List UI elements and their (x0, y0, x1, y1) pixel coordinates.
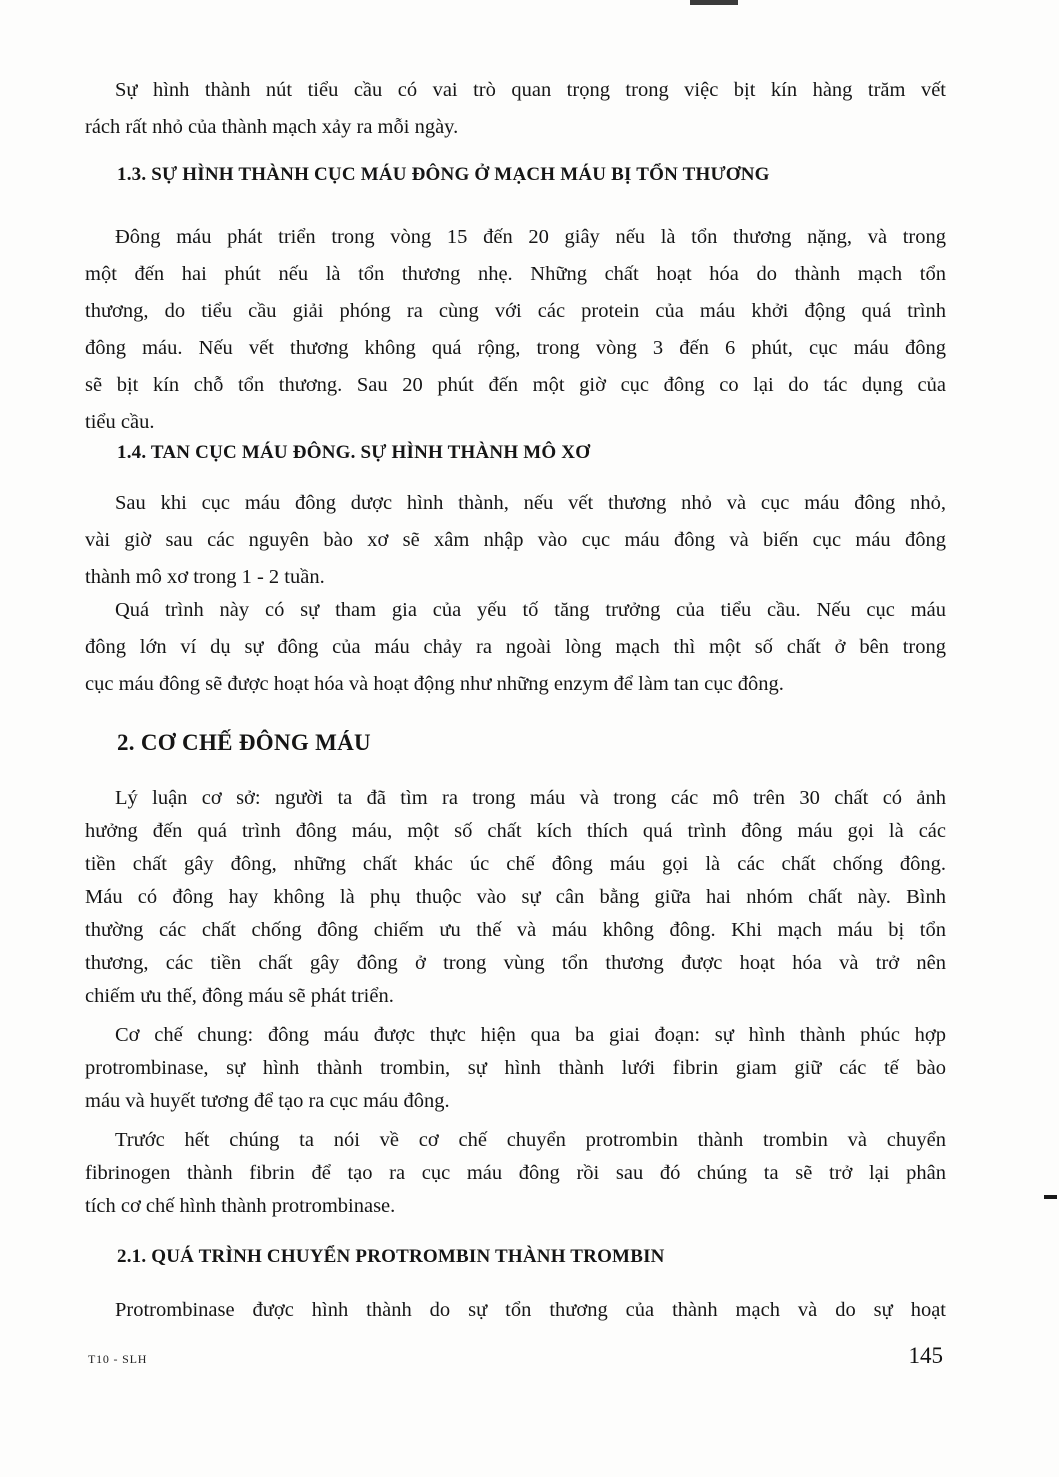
paragraph-prothrombin-intro (85, 1124, 946, 1223)
text-line: Đông máu phát triển trong vòng 15 đến 20 giây nếu là tổn thương nặng, và trong (115, 226, 946, 248)
text-line: đông máu. Nếu vết thương không quá rộng, trong vòng 3 đến 6 phút, cục máu đông (85, 337, 946, 359)
text-line: tiểu cầu. (85, 411, 155, 433)
paragraph-clot-lysis-2 (85, 592, 946, 703)
footer-signature: T10 - SLH (88, 1352, 148, 1366)
text-line: máu và huyết tương để tạo ra cục máu đông. (85, 1090, 450, 1112)
text-line: rách rất nhỏ của thành mạch xảy ra mỗi ngày. (85, 116, 459, 138)
text-line: Cơ chế chung: đông máu được thực hiện qua ba giai đoạn: sự hình thành phúc hợp (115, 1024, 946, 1046)
text-line: Sự hình thành nút tiểu cầu có vai trò quan trọng trong việc bịt kín hàng trăm vết (115, 79, 946, 101)
text-line: chiếm ưu thế, đông máu sẽ phát triển. (85, 985, 394, 1007)
paragraph-coagulation-theory (85, 782, 946, 1013)
text-line: Sau khi cục máu đông dược hình thành, nếu vết thương nhỏ và cục máu đông nhỏ, (115, 492, 946, 514)
text-line: tiền chất gây đông, những chất khác úc chế đông máu gọi là các chất chống đông. (85, 853, 946, 875)
scan-smudge-top (690, 0, 738, 5)
paragraph-general-mechanism (85, 1019, 946, 1118)
heading-2-1: 2.1. QUÁ TRÌNH CHUYỂN PROTROMBIN THÀNH TROMBIN (117, 1246, 665, 1267)
paragraph-clot-formation (85, 219, 946, 441)
heading-1-4: 1.4. TAN CỤC MÁU ĐÔNG. SỰ HÌNH THÀNH MÔ XƠ (117, 442, 591, 463)
text-line: Protrombinase được hình thành do sự tổn thương của thành mạch và do sự hoạt (115, 1299, 946, 1321)
text-line: đông lớn ví dụ sự đông của máu chảy ra ngoài lòng mạch thì một số chất ở bên trong (85, 636, 946, 658)
paragraph-protrombinase (85, 1294, 946, 1327)
text-line: thương, do tiểu cầu giải phóng ra cùng với các protein của máu khởi động quá trình (85, 300, 946, 322)
text-line: protrombinase, sự hình thành trombin, sự hình thành lưới fibrin giam giữ các tế bào (85, 1057, 946, 1079)
text-line: cục máu đông sẽ được hoạt hóa và hoạt động như những enzym để làm tan cục đông. (85, 673, 784, 695)
heading-1-3: 1.3. SỰ HÌNH THÀNH CỤC MÁU ĐÔNG Ở MẠCH MÁU BỊ TỔN THƯƠNG (117, 164, 770, 185)
paragraph-platelet-plug (85, 72, 946, 146)
text-line: sẽ bịt kín chỗ tổn thương. Sau 20 phút đến một giờ cục đông co lại do tác dụng của (85, 374, 946, 396)
scan-mark-right-edge (1044, 1195, 1057, 1199)
text-line: tích cơ chế hình thành protrombinase. (85, 1195, 396, 1217)
text-line: fibrinogen thành fibrin để tạo ra cục máu đông rồi sau đó chúng ta sẽ trở lại phân (85, 1162, 946, 1184)
text-line: hưởng đến quá trình đông máu, một số chất kích thích quá trình đông máu gọi là các (85, 820, 946, 842)
page-number: 145 (908, 1343, 943, 1368)
text-line: Quá trình này có sự tham gia của yếu tố tăng trưởng của tiểu cầu. Nếu cục máu (115, 599, 946, 621)
text-line: Lý luận cơ sở: người ta đã tìm ra trong máu và trong các mô trên 30 chất có ảnh (115, 787, 946, 809)
heading-2: 2. CƠ CHẾ ĐÔNG MÁU (117, 730, 371, 755)
text-line: thành mô xơ trong 1 - 2 tuần. (85, 566, 325, 588)
text-line: Máu có đông hay không là phụ thuộc vào sự cân bằng giữa hai nhóm chất này. Bình (85, 886, 946, 908)
text-line: thương, các tiền chất gây đông ở trong vùng tổn thương được hoạt hóa và trở nên (85, 952, 946, 974)
text-line: vài giờ sau các nguyên bào xơ sẽ xâm nhập vào cục máu đông và biến cục máu đông (85, 529, 946, 551)
text-line: một đến hai phút nếu là tổn thương nhẹ. Những chất hoạt hóa do thành mạch tổn (85, 263, 946, 285)
text-line: Trước hết chúng ta nói về cơ chế chuyển protrombin thành trombin và chuyển (115, 1129, 946, 1151)
paragraph-clot-lysis-1 (85, 485, 946, 596)
text-line: thường các chất chống đông chiếm ưu thế và máu không đông. Khi mạch máu bị tổn (85, 919, 946, 941)
